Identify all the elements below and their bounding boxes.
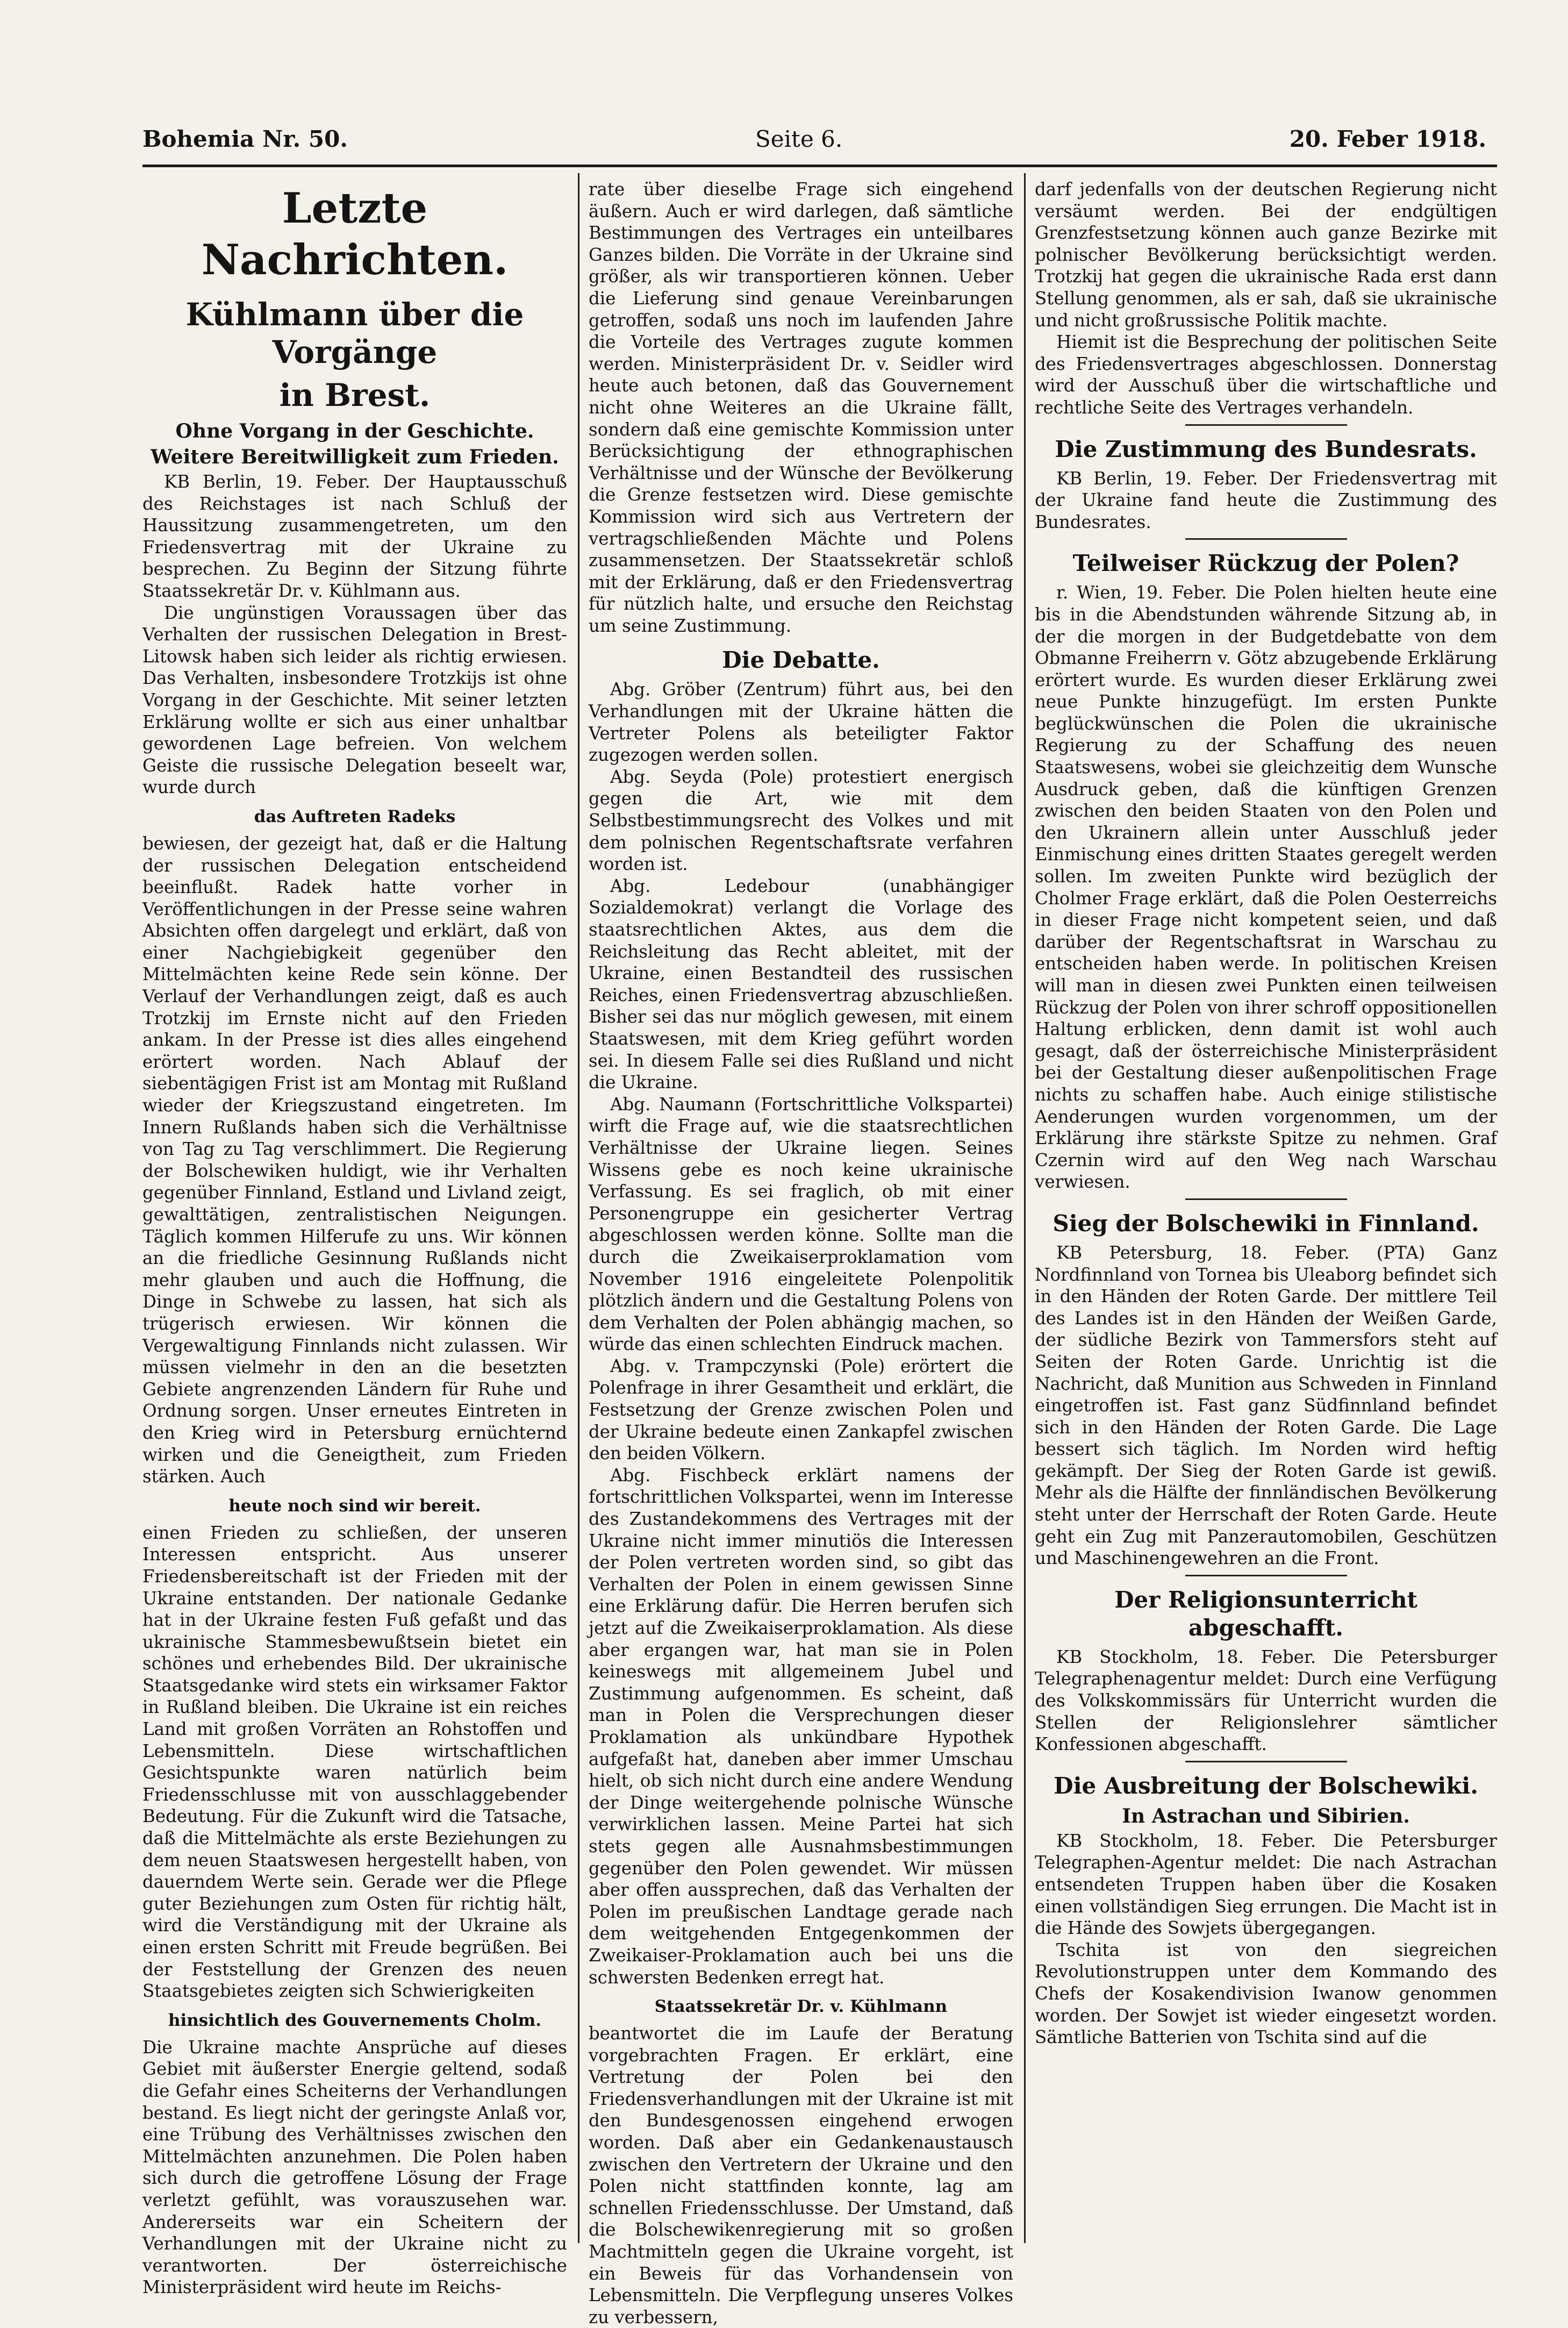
article-heading: Der Religionsunterricht abgeschafft. xyxy=(1114,1586,1417,1641)
separator xyxy=(1185,1198,1347,1200)
paragraph: Abg. Gröber (Zentrum) führt aus, bei den Verhandlungen mit der Ukraine hätten die Vertreter Polens als beteiligter Faktor zugezogen werden sollen. xyxy=(589,679,1013,766)
article-heading: Sieg der Bolschewiki in Finnland. xyxy=(1053,1210,1479,1237)
article-subtitle-2: Weitere Bereitwilligkeit zum Frieden. xyxy=(151,446,559,468)
paragraph: r. Wien, 19. Feber. Die Polen hielten heute eine bis in die Abendstunden währende Sitzung ab, in der die morgen in der Budgetdebatte von dem Obmanne Freiherrn v. Götz abzugebende Erklärung erörtert wurde. Es wurden dieser Erklärung zwei neue Punkte hinzugefügt. Im ersten Punkte beglückwünschen die Polen die ukrainische Regierung zu der Schaffung des neuen Staatswesens, wobei sie gleichzeitig dem Wunsche Ausdruck geben, daß die künftigen Grenzen zwischen den beiden Staaten von den Polen und den Ukrainern allein unter Ausschluß jeder Einmischung eines dritten Staates geregelt werden sollen. Im zweiten Punkte wird bezüglich der Cholmer Frage erklärt, daß die Polen Oesterreichs in dieser Frage nicht kompetent seien, und daß darüber der Regentschaftsrat in Warschau zu entscheiden haben werde. In politischen Kreisen will man in diesen zwei Punkten einen teilweisen Rückzug der Polen von ihrer schroff oppositionellen Haltung erblicken, denn damit ist wohl auch gesagt, daß der österreichische Ministerpräsident bei der Gestaltung dieser außenpolitischen Frage nichts zu schaffen habe. Auch einige stilistische Aenderungen wurden vorgenommen, um der Erklärung ihre stärkste Spitze zu nehmen. Graf Czernin wird auf den Weg nach Warschau verwiesen. xyxy=(1035,582,1497,1192)
paragraph: Abg. Fischbeck erklärt namens der fortschrittlichen Volkspartei, wenn im Interesse des Zustandekommens des Vertrages mit der Ukraine nicht immer minutiös die Interessen der Polen vertreten worden sind, so gibt das Verhalten der Polen in einem gewissen Sinne eine Erklärung dafür. Die Herren berufen sich jetzt auf die Zweikaiserproklamation. Als diese aber ergangen war, hat man sie in Polen keineswegs mit allgemeinem Jubel und Zustimmung aufgenommen. Es scheint, daß man in Polen die Versprechungen dieser Proklamation als unkündbare Hypothek aufgefaßt hat, daneben aber immer Umschau hielt, ob sich nicht durch eine andere Wendung der Dinge weitergehende polnische Wünsche verwirklichen lassen. Meine Partei hat sich stets gegen alle Ausnahmsbestimmungen gegenüber den Polen gewendet. Wir müssen aber offen aussprechen, daß das Verhalten der Polen im preußischen Landtage gerade nach dem weitgehenden Entgegenkommen der Zweikaiser-Proklamation auch bei uns die schwersten Bedenken erregt hat. xyxy=(589,1465,1013,1988)
column-1 xyxy=(142,178,567,2298)
masthead-page-number: Seite 6. xyxy=(755,126,843,152)
paragraph: KB Berlin, 19. Feber. Der Friedensvertrag mit der Ukraine fand heute die Zustimmung des Bundesrates. xyxy=(1035,468,1497,532)
paragraph: Abg. Seyda (Pole) protestiert energisch gegen die Art, wie mit dem Selbstbestimmungsrecht des Volkes und mit dem polnischen Regentschaftsrate verfahren worden ist. xyxy=(589,766,1013,875)
separator xyxy=(1185,424,1347,426)
inline-heading: Staatssekretär Dr. v. Kühlmann xyxy=(654,1997,948,2017)
article-subtitle-1: Ohne Vorgang in der Geschichte. xyxy=(175,420,534,442)
paragraph: beantwortet die im Laufe der Beratung vorgebrachten Fragen. Er erklärt, eine Vertretung der Polen bei den Friedensverhandlungen mit der Ukraine ist mit den Bundesgenossen eingehend erwogen worden. Daß aber ein Gedankenaustausch zwischen den Vertretern der Ukraine und den Polen nicht stattfinden konnte, lag am schnellen Friedensschlusse. Der Umstand, daß die Bolschewikenregierung mit so großen Machtmitteln gegen die Ukraine vorgeht, ist ein Beweis für das Vorhandensein von Lebensmitteln. Die Verpflegung unseres Volkes zu verbessern, xyxy=(589,2023,1013,2327)
inline-heading: das Auftreten Radeks xyxy=(254,806,456,826)
article-title-line-2: in Brest. xyxy=(279,377,431,413)
paragraph: KB Petersburg, 18. Feber. (PTA) Ganz Nordfinnland von Tornea bis Uleaborg befindet sich in den Händen der Roten Garde. Der mittlere Teil des Landes ist in den Händen der Weißen Garde, der südliche Bezirk von Tammersfors steht auf Seiten der Roten Garde. Unrichtig ist die Nachricht, daß Munition aus Schweden in Finnland eingetroffen ist. Fast ganz Südfinnland befindet sich in den Händen der Roten Garde. Die Lage bessert sich täglich. Im Norden wird heftig gekämpft. Der Sieg der Roten Garde ist gewiß. Mehr als die Hälfte der finnländischen Bevölkerung steht unter der Herrschaft der Roten Garde. Heute geht ein Zug mit Panzerautomobilen, Geschützen und Maschinengewehren an die Front. xyxy=(1035,1242,1497,1569)
paragraph: Die ungünstigen Voraussagen über das Verhalten der russischen Delegation in Brest-Litowsk haben sich leider als richtig erwiesen. Das Verhalten, insbesondere Trotzkijs ist ohne Vorgang in der Geschichte. Mit seiner letzten Erklärung wollte er sich aus einer unhaltbar gewordenen Lage befreien. Von welchem Geiste die russische Delegation beseelt war, wurde durch xyxy=(142,602,567,798)
paragraph: KB Stockholm, 18. Feber. Die Petersburger Telegraphen-Agentur meldet: Die nach Astrachan entsendeten Truppen haben über die Kosaken einen vollständigen Sieg errungen. Die Macht ist in die Hände des Sowjets übergegangen. xyxy=(1035,1830,1497,1939)
masthead-issue: Bohemia Nr. 50. xyxy=(142,126,348,152)
masthead-date: 20. Feber 1918. xyxy=(1289,126,1486,152)
section-heading-debatte: Die Debatte. xyxy=(722,647,880,674)
paragraph: darf jedenfalls von der deutschen Regierung nicht versäumt werden. Bei der endgültigen Grenzfestsetzung können auch ganze Bezirke mit polnischer Bevölkerung berücksichtigt werden. Trotzkij hat gegen die ukrainische Rada erst dann Stellung genommen, als er sah, daß sie ukrainische und nicht großrussische Politik machte. xyxy=(1035,179,1497,331)
article-heading: Die Zustimmung des Bundesrats. xyxy=(1055,435,1477,462)
article-heading: Die Ausbreitung der Bolschewiki. xyxy=(1054,1772,1478,1799)
article-subheading: In Astrachan und Sibirien. xyxy=(1122,1804,1410,1827)
newspaper-page xyxy=(110,119,1497,2327)
column-rule-1 xyxy=(578,173,579,2243)
column-3 xyxy=(1035,178,1497,2254)
separator xyxy=(1185,1575,1347,1576)
paragraph: Tschita ist von den siegreichen Revolutionstruppen unter dem Kommando des Chefs der Kosakendivision Iwanow genommen worden. Der Sowjet ist wieder eingesetzt worden. Sämtliche Batterien von Tschita sind auf die xyxy=(1035,1939,1497,2048)
column-rule-2 xyxy=(1024,173,1026,2243)
article-title-line-1: Kühlmann über die Vorgänge xyxy=(185,296,524,370)
paragraph: bewiesen, der gezeigt hat, daß er die Haltung der russischen Delegation entscheidend beeinflußt. Radek hatte vorher in Veröffentlichungen in der Presse seine wahren Absichten offen dargelegt und erklärt, daß von einer Nachgiebigkeit gegenüber den Mittelmächten keine Rede sein könne. Der Verlauf der Verhandlungen zeigt, daß es auch Trotzkij im Ernste nicht auf den Frieden ankam. In der Presse ist dies alles eingehend erörtert worden. Nach Ablauf der siebentägigen Frist ist am Montag mit Rußland wieder der Kriegszustand eingetreten. Im Innern Rußlands haben sich die Verhältnisse von Tag zu Tag verschlimmert. Die Regierung der Bolschewiken huldigt, wie ihr Verhalten gegenüber Finnland, Estland und Livland zeigt, gewalttätigen, zentralistischen Neigungen. Täglich kommen Hilferufe zu uns. Wir können an die friedliche Gesinnung Rußlands nicht mehr glauben und auch die Hoffnung, die Dinge in Schwebe zu lassen, hat sich als trügerisch erwiesen. Wir können die Vergewaltigung Finnlands nicht zulassen. Wir müssen vielmehr in den an die besetzten Gebiete angrenzenden Ländern für Ruhe und Ordnung sorgen. Unser erneutes Eintreten in den Krieg wird in Petersburg ernüchternd wirken und die Geneigtheit, zum Frieden stärken. Auch xyxy=(142,833,567,1487)
section-title: Letzte Nachrichten. xyxy=(201,184,509,284)
paragraph: rate über dieselbe Frage sich eingehend äußern. Auch er wird darlegen, daß sämtliche Bestimmungen des Vertrages ein unteilbares Ganzes bilden. Die Vorräte in der Ukraine sind größer, als wir transportieren können. Ueber die Lieferung sind genaue Vereinbarungen getroffen, sodaß uns noch im laufenden Jahre die Vorteile des Vertrages zugute kommen werden. Ministerpräsident Dr. v. Seidler wird heute auch betonen, daß das Gouvernement nicht ohne Weiteres an die Ukraine fällt, sondern daß eine gemischte Kommission unter Berücksichtigung der ethnographischen Verhältnisse und der Wünsche der Bevölkerung die Grenze festsetzen wird. Diese gemischte Kommission wird sich aus Vertretern der vertragschließenden Mächte und Polens zusammensetzen. Der Staatssekretär schloß mit der Erklärung, daß er den Friedensvertrag für nützlich halte, und ersuche den Reichstag um seine Zustimmung. xyxy=(589,179,1013,636)
inline-heading: heute noch sind wir bereit. xyxy=(228,1496,481,1516)
separator xyxy=(1185,538,1347,540)
paragraph: Abg. Ledebour (unabhängiger Sozialdemokrat) verlangt die Vorlage des staatsrechtlichen Aktes, aus dem die Reichsleitung das Recht ableitet, mit der Ukraine, einen Bestandteil des russischen Reiches, einen Friedensvertrag abzuschließen. Bisher sei das nur möglich gewesen, mit einem Staatswesen, mit dem Krieg geführt worden sei. In diesem Falle sei dies Rußland und nicht die Ukraine. xyxy=(589,875,1013,1093)
paragraph: Hiemit ist die Besprechung der politischen Seite des Friedensvertrages abgeschlossen. Donnerstag wird der Ausschuß über die wirtschaftliche und rechtliche Seite des Vertrages verhandeln. xyxy=(1035,332,1497,418)
paragraph: Die Ukraine machte Ansprüche auf dieses Gebiet mit äußerster Energie geltend, sodaß die Gefahr eines Scheiterns der Verhandlungen bestand. Es liegt nicht der geringste Anlaß vor, eine Trübung des Verhältnisses zwischen den Mittelmächten anzunehmen. Die Polen haben sich durch die getroffene Lösung der Frage verletzt gefühlt, was vorauszusehen war. Andererseits war ein Scheitern der Verhandlungen mit der Ukraine nicht zu verantworten. Der österreichische Ministerpräsident wird heute im Reichs- xyxy=(142,2037,567,2298)
masthead-rule xyxy=(142,165,1497,167)
paragraph: Abg. Naumann (Fortschrittliche Volkspartei) wirft die Frage auf, wie die staatsrechtlichen Verhältnisse der Ukraine liegen. Seines Wissens gebe es noch keine ukrainische Verfassung. Es sei fraglich, ob mit einer Personengruppe ein gesicherter Vertrag abgeschlossen werden könne. Sollte man die durch die Zweikaiserproklamation vom November 1916 eingeleitete Polenpolitik plötzlich ändern und die Gestaltung Polens von dem Verhalten der Polen abhängig machen, so würde das einen schlechten Eindruck machen. xyxy=(589,1094,1013,1355)
paragraph: einen Frieden zu schließen, der unseren Interessen entspricht. Aus unserer Friedensbereitschaft ist der Frieden mit der Ukraine entstanden. Der nationale Gedanke hat in der Ukraine festen Fuß gefaßt und das ukrainische Stammesbewußtsein bietet ein schönes und erhebendes Bild. Der ukrainische Staatsgedanke wird stets ein wirksamer Faktor in Rußland bleiben. Die Ukraine ist ein reiches Land mit großen Vorräten an Rohstoffen und Lebensmitteln. Diese wirtschaftlichen Gesichtspunkte waren natürlich beim Friedensschlusse mit von ausschlaggebender Bedeutung. Für die Zukunft wird die Tatsache, daß die Mittelmächte als erste Beziehungen zu dem neuen Staatswesen hergestellt haben, von dauerndem Werte sein. Gerade wer die Pflege guter Beziehungen zum Osten für richtig hält, wird die Verständigung mit der Ukraine als einen ersten Schritt mit Freude begrüßen. Bei der Feststellung der Grenzen des neuen Staatsgebietes zeigten sich Schwierigkeiten xyxy=(142,1522,567,2002)
paragraph: Abg. v. Trampczynski (Pole) erörtert die Polenfrage in ihrer Gesamtheit und erklärt, die Festsetzung der Grenze zwischen Polen und der Ukraine bedeute einen Zankapfel zwischen den beiden Völkern. xyxy=(589,1355,1013,1464)
inline-heading: hinsichtlich des Gouvernements Cholm. xyxy=(168,2010,542,2030)
masthead xyxy=(110,119,1497,162)
paragraph: KB Berlin, 19. Feber. Der Hauptausschuß des Reichstages ist nach Schluß der Haussitzung zusammengetreten, um den Friedensvertrag mit der Ukraine zu besprechen. Zu Beginn der Sitzung führte Staatssekretär Dr. v. Kühlmann aus. xyxy=(142,472,567,601)
paragraph: KB Stockholm, 18. Feber. Die Petersburger Telegraphenagentur meldet: Durch eine Verfügung des Volkskommissärs für Unterricht wurden die Stellen der Religionslehrer sämtlicher Konfessionen abgeschafft. xyxy=(1035,1646,1497,1755)
column-2 xyxy=(589,178,1013,2327)
article-heading: Teilweiser Rückzug der Polen? xyxy=(1072,550,1459,577)
separator xyxy=(1185,1761,1347,1762)
